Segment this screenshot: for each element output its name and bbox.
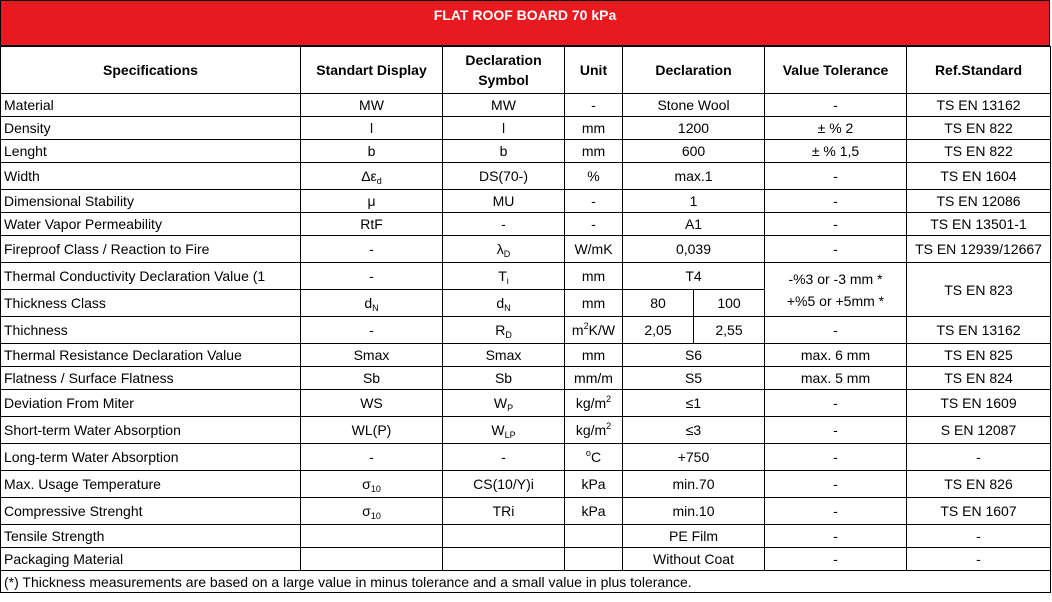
- unit-superscript: 2: [606, 421, 612, 431]
- symbol-cell: [443, 417, 565, 444]
- table-row: [1, 317, 1051, 344]
- display-cell: [301, 290, 443, 317]
- symbol-cell: -: [443, 213, 565, 236]
- table-row: [1, 367, 1051, 390]
- unit-cell: [565, 317, 623, 344]
- symbol-cell: CS(10/Y)i: [443, 471, 565, 498]
- ref-standard-cell: TS EN 825: [907, 344, 1051, 367]
- symbol-cell: MU: [443, 190, 565, 213]
- header-ref-standard: Ref.Standard: [907, 47, 1051, 94]
- table-row: [1, 525, 1051, 548]
- table-row: [1, 548, 1051, 571]
- spec-cell: Short-term Water Absorption: [1, 417, 301, 444]
- declaration-cell: +750: [623, 444, 765, 471]
- display-cell: -: [301, 444, 443, 471]
- unit-cell: kPa: [565, 471, 623, 498]
- display-cell: WL(P): [301, 417, 443, 444]
- header-declaration-symbol: Declaration Symbol: [443, 47, 565, 94]
- display-cell: [301, 163, 443, 190]
- declaration-cell-b: 100: [694, 290, 765, 317]
- declaration-cell-b: 2,55: [694, 317, 765, 344]
- unit-superscript: 2: [583, 321, 589, 331]
- symbol-base: T: [498, 268, 507, 284]
- spec-cell: Thermal Conductivity Declaration Value (1: [1, 263, 301, 290]
- table-row: [1, 140, 1051, 163]
- unit-cell: mm: [565, 344, 623, 367]
- tolerance-cell: -: [765, 190, 907, 213]
- tolerance-cell: ± % 1,5: [765, 140, 907, 163]
- declaration-cell: 1200: [623, 117, 765, 140]
- declaration-cell-a: 2,05: [623, 317, 694, 344]
- table-row: [1, 236, 1051, 263]
- unit-cell: [565, 548, 623, 571]
- unit-cell: [565, 390, 623, 417]
- ref-standard-cell: TS EN 1607: [907, 498, 1051, 525]
- symbol-base: d: [496, 295, 505, 311]
- tolerance-cell: -: [765, 213, 907, 236]
- table-row: [1, 213, 1051, 236]
- spec-cell: Long-term Water Absorption: [1, 444, 301, 471]
- header-unit: Unit: [565, 47, 623, 94]
- ref-standard-cell: TS EN 1609: [907, 390, 1051, 417]
- unit-cell: [565, 444, 623, 471]
- tolerance-cell: -: [765, 390, 907, 417]
- table-row: [1, 498, 1051, 525]
- header-standart-display: Standart Display: [301, 47, 443, 94]
- unit-superscript: o: [585, 448, 591, 458]
- tolerance-cell: -: [765, 236, 907, 263]
- display-cell: [301, 498, 443, 525]
- symbol-cell: Sb: [443, 367, 565, 390]
- declaration-cell: S5: [623, 367, 765, 390]
- declaration-cell-a: 80: [623, 290, 694, 317]
- symbol-cell: Smax: [443, 344, 565, 367]
- display-cell: Smax: [301, 344, 443, 367]
- spec-cell: Density: [1, 117, 301, 140]
- ref-standard-cell: TS EN 824: [907, 367, 1051, 390]
- declaration-cell: 600: [623, 140, 765, 163]
- declaration-cell: max.1: [623, 163, 765, 190]
- tolerance-cell: -: [765, 444, 907, 471]
- header-specifications: Specifications: [1, 47, 301, 94]
- symbol-cell: -: [443, 444, 565, 471]
- declaration-cell: Stone Wool: [623, 94, 765, 117]
- tolerance-cell: -: [765, 498, 907, 525]
- unit-base: kg/m: [575, 422, 607, 438]
- symbol-cell: [443, 236, 565, 263]
- tolerance-cell: -: [765, 417, 907, 444]
- display-cell: [301, 471, 443, 498]
- display-cell: MW: [301, 94, 443, 117]
- symbol-base: R: [495, 322, 506, 338]
- symbol-subscript: LP: [504, 430, 516, 440]
- display-subscript: 10: [370, 484, 381, 494]
- spec-cell: Deviation From Miter: [1, 390, 301, 417]
- spec-cell: Material: [1, 94, 301, 117]
- tolerance-cell: -: [765, 94, 907, 117]
- display-cell: [301, 548, 443, 571]
- display-symbol: σ: [362, 503, 371, 519]
- symbol-cell: DS(70-): [443, 163, 565, 190]
- symbol-base: λ: [496, 241, 504, 257]
- table-row: [1, 263, 1051, 290]
- display-cell: -: [301, 263, 443, 290]
- symbol-cell: [443, 525, 565, 548]
- unit-cell: mm: [565, 290, 623, 317]
- symbol-subscript: i: [506, 276, 509, 286]
- unit-cell: mm/m: [565, 367, 623, 390]
- ref-standard-cell: TS EN 13162: [907, 317, 1051, 344]
- ref-standard-cell: -: [907, 444, 1051, 471]
- table-row: [1, 163, 1051, 190]
- ref-standard-cell: TS EN 12086: [907, 190, 1051, 213]
- unit-cell: mm: [565, 263, 623, 290]
- declaration-cell: A1: [623, 213, 765, 236]
- ref-standard-cell: TS EN 823: [907, 263, 1051, 317]
- symbol-cell: [443, 390, 565, 417]
- display-cell: -: [301, 317, 443, 344]
- unit-cell: [565, 525, 623, 548]
- tolerance-cell: -: [765, 471, 907, 498]
- ref-standard-cell: TS EN 13501-1: [907, 213, 1051, 236]
- symbol-subscript: P: [507, 403, 514, 413]
- symbol-base: W: [491, 422, 505, 438]
- tolerance-cell: -: [765, 548, 907, 571]
- unit-cell: -: [565, 213, 623, 236]
- unit-superscript: 2: [606, 394, 612, 404]
- ref-standard-cell: TS EN 13162: [907, 94, 1051, 117]
- footnote-row: [1, 571, 1051, 593]
- declaration-cell: Without Coat: [623, 548, 765, 571]
- display-cell: WS: [301, 390, 443, 417]
- symbol-cell: l: [443, 117, 565, 140]
- footnote: (*) Thickness measurements are based on a large value in minus tolerance and a small value in plus tolerance.: [1, 571, 1051, 593]
- header-declaration: Declaration: [623, 47, 765, 94]
- ref-standard-cell: -: [907, 525, 1051, 548]
- unit-rest: K/W: [588, 322, 616, 338]
- display-symbol: d: [364, 295, 373, 311]
- symbol-subscript: D: [503, 249, 511, 259]
- table-row: [1, 94, 1051, 117]
- display-cell: b: [301, 140, 443, 163]
- unit-cell: -: [565, 190, 623, 213]
- tolerance-plus: +%5 or +5mm *: [786, 292, 885, 309]
- tolerance-cell: -: [765, 163, 907, 190]
- unit-base: kg/m: [575, 395, 607, 411]
- symbol-cell: [443, 290, 565, 317]
- declaration-cell: min.10: [623, 498, 765, 525]
- display-subscript: d: [376, 176, 382, 186]
- display-subscript: 10: [370, 511, 381, 521]
- spec-cell: Water Vapor Permeability: [1, 213, 301, 236]
- table-row: [1, 444, 1051, 471]
- spec-cell: Lenght: [1, 140, 301, 163]
- symbol-subscript: D: [505, 330, 512, 340]
- tolerance-cell: max. 5 mm: [765, 367, 907, 390]
- spec-cell: Fireproof Class / Reaction to Fire: [1, 236, 301, 263]
- display-cell: RtF: [301, 213, 443, 236]
- display-cell: [301, 525, 443, 548]
- spec-cell: Packaging Material: [1, 548, 301, 571]
- table-row: [1, 117, 1051, 140]
- unit-cell: %: [565, 163, 623, 190]
- ref-standard-cell: -: [907, 548, 1051, 571]
- display-cell: -: [301, 236, 443, 263]
- spec-cell: Thickness Class: [1, 290, 301, 317]
- spec-cell: Dimensional Stability: [1, 190, 301, 213]
- declaration-cell: 1: [623, 190, 765, 213]
- spec-cell: Width: [1, 163, 301, 190]
- declaration-cell: S6: [623, 344, 765, 367]
- unit-cell: kPa: [565, 498, 623, 525]
- unit-cell: -: [565, 94, 623, 117]
- tolerance-minus: -%3 or -3 mm *: [788, 270, 883, 287]
- unit-base: m: [571, 322, 584, 338]
- declaration-cell: 0,039: [623, 236, 765, 263]
- tolerance-cell: [765, 263, 907, 317]
- table-row: [1, 417, 1051, 444]
- spec-cell: Tensile Strength: [1, 525, 301, 548]
- symbol-subscript: N: [504, 303, 511, 313]
- unit-cell: W/mK: [565, 236, 623, 263]
- spec-cell: Thermal Resistance Declaration Value: [1, 344, 301, 367]
- table-title: FLAT ROOF BOARD 70 kPa: [0, 0, 1050, 46]
- declaration-cell: T4: [623, 263, 765, 290]
- tolerance-cell: -: [765, 525, 907, 548]
- declaration-cell: ≤1: [623, 390, 765, 417]
- table-row: [1, 390, 1051, 417]
- symbol-cell: TRi: [443, 498, 565, 525]
- header-value-tolerance: Value Tolerance: [765, 47, 907, 94]
- declaration-cell: PE Film: [623, 525, 765, 548]
- spec-cell: Flatness / Surface Flatness: [1, 367, 301, 390]
- display-cell: l: [301, 117, 443, 140]
- symbol-cell: [443, 317, 565, 344]
- tolerance-cell: -: [765, 317, 907, 344]
- ref-standard-cell: S EN 12087: [907, 417, 1051, 444]
- ref-standard-cell: TS EN 12939/12667: [907, 236, 1051, 263]
- symbol-cell: b: [443, 140, 565, 163]
- symbol-cell: MW: [443, 94, 565, 117]
- ref-standard-cell: TS EN 822: [907, 117, 1051, 140]
- unit-cell: mm: [565, 140, 623, 163]
- display-cell: Sb: [301, 367, 443, 390]
- declaration-cell: ≤3: [623, 417, 765, 444]
- symbol-cell: [443, 263, 565, 290]
- spec-cell: Compressive Strenght: [1, 498, 301, 525]
- display-symbol: σ: [362, 476, 371, 492]
- declaration-cell: min.70: [623, 471, 765, 498]
- unit-cell: mm: [565, 117, 623, 140]
- ref-standard-cell: TS EN 822: [907, 140, 1051, 163]
- symbol-cell: [443, 548, 565, 571]
- unit-rest: C: [590, 449, 602, 465]
- display-cell: μ: [301, 190, 443, 213]
- display-subscript: N: [372, 303, 379, 313]
- display-symbol: Δε: [361, 168, 377, 184]
- spec-cell: Thichness: [1, 317, 301, 344]
- spec-cell: Max. Usage Temperature: [1, 471, 301, 498]
- tolerance-cell: max. 6 mm: [765, 344, 907, 367]
- table-row: [1, 471, 1051, 498]
- unit-cell: [565, 417, 623, 444]
- header-row: [1, 47, 1051, 94]
- ref-standard-cell: TS EN 826: [907, 471, 1051, 498]
- ref-standard-cell: TS EN 1604: [907, 163, 1051, 190]
- tolerance-cell: ± % 2: [765, 117, 907, 140]
- table-row: [1, 344, 1051, 367]
- table-row: [1, 190, 1051, 213]
- symbol-base: W: [493, 395, 508, 411]
- specification-table: [0, 46, 1051, 593]
